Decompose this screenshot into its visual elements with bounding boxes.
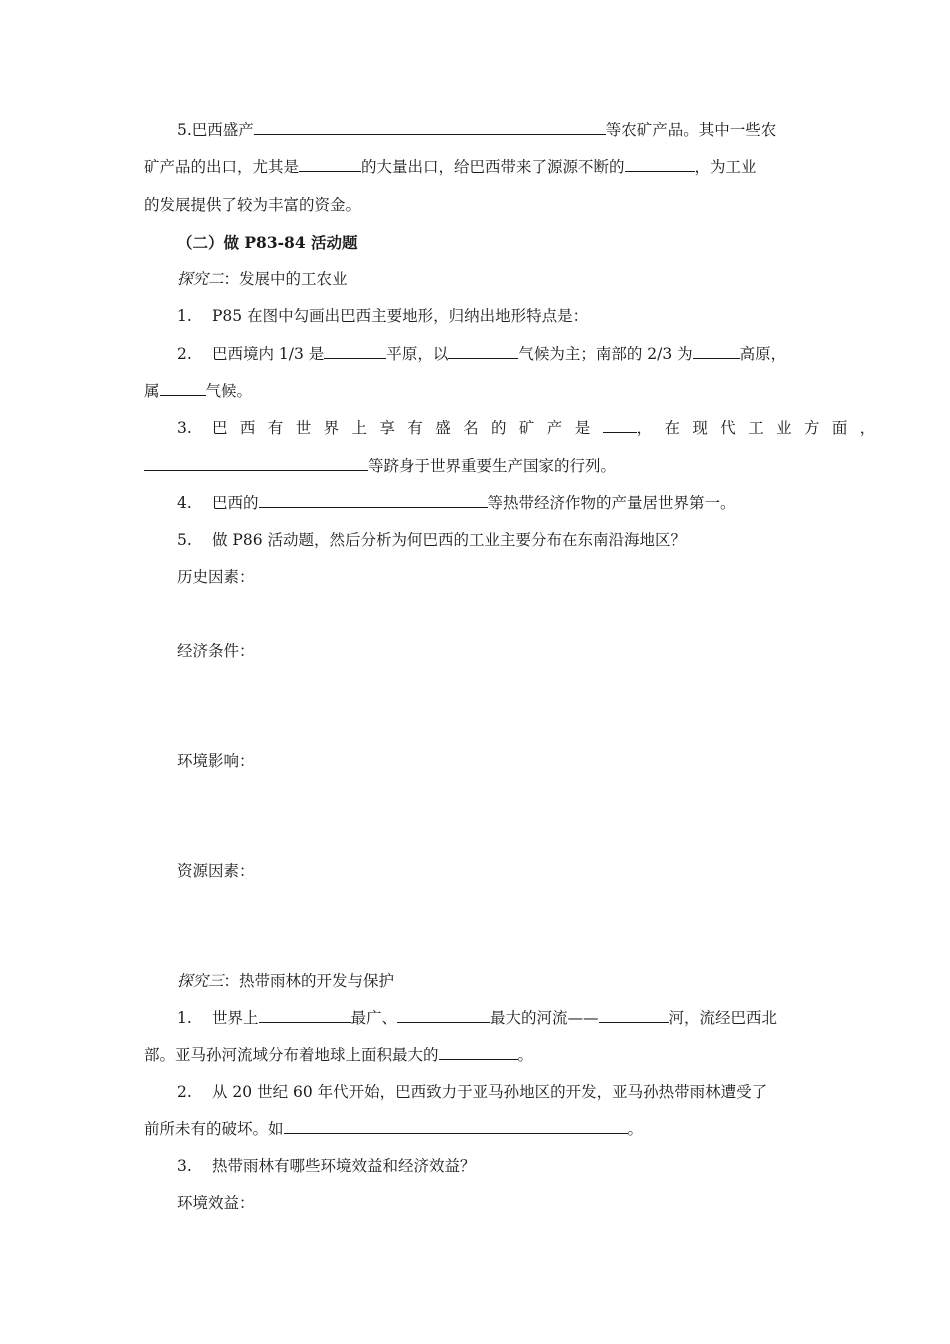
explore2-q4-text-a: 巴西的 [212,494,259,512]
explore3-q2-text-c: 。 [627,1120,644,1138]
q5-text-d: 的大量出口，给巴西带来了源源不断的 [361,158,625,176]
explore3-title-a: 探究三 [177,972,224,990]
explore2-q4-blank-crops[interactable] [259,492,488,508]
explore3-q2-num: 2. [177,1083,192,1101]
explore3-q1-blank-basin[interactable] [259,1007,351,1023]
explore2-q3-blank-industry[interactable] [144,455,368,471]
explore2-q1-text: P85 在图中勾画出巴西主要地形，归纳出地形特点是： [212,307,589,325]
explore3-q1-line1 [177,1007,777,1029]
explore3-q2-line1 [177,1081,767,1103]
explore3-q1-text-a: 世界上 [212,1009,259,1027]
explore2-q2-num: 2. [177,345,192,363]
explore2-q2-text-e: 属 [144,382,160,400]
explore2-title-b: ：发展中的工农业 [223,270,348,288]
explore3-q2-blank-example[interactable] [284,1118,628,1134]
explore2-q3-blank-mineral[interactable] [603,417,637,433]
q5-text-e: ，为工业 [694,158,757,176]
explore2-q2-text-d: 高原， [739,345,787,363]
explore3-q1-text-c: 最大的河流—— [490,1009,599,1027]
explore2-title [177,268,348,290]
explore2-q1 [177,305,588,327]
explore2-q2-blank-climate[interactable] [448,343,518,359]
explore3-q1-text-e: 部。亚马孙河流域分布着地球上面积最大的 [144,1046,439,1064]
q5-text-b: 等农矿产品。其中一些农 [605,121,777,139]
q5-blank-income[interactable] [625,156,695,172]
explore2-q2-text-c: 气候为主；南部的 2/3 为 [518,345,693,363]
q5-line3: 的发展提供了较为丰富的资金。 [144,196,362,214]
explore3-q2-text-b: 前所未有的破坏。如 [144,1120,284,1138]
explore2-q2-blank-plateau[interactable] [693,343,740,359]
explore2-q3-text-c: 等跻身于世界重要生产国家的行列。 [368,457,617,475]
explore2-q2-blank-plain[interactable] [324,343,386,359]
explore2-q4-num: 4. [177,494,192,512]
explore3-q3 [177,1155,476,1177]
explore3-q1-blank-forest[interactable] [439,1044,518,1060]
explore2-q3-text-a: 巴西有世界上享有盛名的矿产是 [212,419,603,437]
explore3-q1-blank-river[interactable] [599,1007,669,1023]
explore3-title [177,970,394,992]
explore2-q5-text: 做 P86 活动题，然后分析为何巴西的工业主要分布在东南沿海地区？ [212,531,687,549]
explore3-q3-num: 3. [177,1157,192,1175]
label-resources: 资源因素： [177,862,255,880]
explore2-q3-text-b: ，在现代工业方面， [636,419,888,437]
explore3-q3-text: 热带雨林有哪些环境效益和经济效益？ [212,1157,476,1175]
q5-text-c: 矿产品的出口，尤其是 [144,158,300,176]
label-economy: 经济条件： [177,642,255,660]
label-history: 历史因素： [177,568,255,586]
explore3-q2-text-a: 从 20 世纪 60 年代开始，巴西致力于亚马孙地区的开发，亚马孙热带雨林遭受了 [212,1083,768,1101]
label-env-benefit: 环境效益： [177,1194,255,1212]
explore3-q1-num: 1. [177,1009,192,1027]
explore2-q2-text-a: 巴西境内 1/3 是 [212,345,325,363]
explore2-q2-blank-climate2[interactable] [160,380,206,396]
explore3-q1-blank-flow[interactable] [397,1007,490,1023]
explore2-q4-text-b: 等热带经济作物的产量居世界第一。 [487,494,736,512]
q5-text-a: 5.巴西盛产 [177,121,254,139]
q5-blank-export[interactable] [299,156,361,172]
q5-line1 [177,119,776,141]
explore2-title-a: 探究二 [177,270,224,288]
explore2-q3-line2 [144,455,616,477]
explore2-q1-num: 1. [177,307,192,325]
explore2-q3-line1 [177,417,888,439]
explore3-q2-line2 [144,1118,643,1140]
explore3-title-b: ：热带雨林的开发与保护 [223,972,395,990]
explore2-q2-text-f: 气候。 [205,382,253,400]
explore2-q2-text-b: 平原，以 [386,345,449,363]
explore3-q1-text-b: 最广、 [350,1009,398,1027]
explore2-q2-line2 [144,380,252,402]
explore2-q3-num: 3. [177,419,192,437]
explore2-q5-num: 5. [177,531,192,549]
explore2-q4 [177,492,736,514]
q5-line2 [144,156,757,178]
explore3-q1-text-f: 。 [517,1046,534,1064]
explore3-q1-line2 [144,1044,533,1066]
section2-heading: （二）做 P83-84 活动题 [177,233,358,252]
explore2-q5 [177,529,686,551]
q5-blank-products[interactable] [254,119,606,135]
explore2-q2-line1 [177,343,786,365]
label-environment: 环境影响： [177,752,255,770]
explore3-q1-text-d: 河，流经巴西北 [668,1009,778,1027]
